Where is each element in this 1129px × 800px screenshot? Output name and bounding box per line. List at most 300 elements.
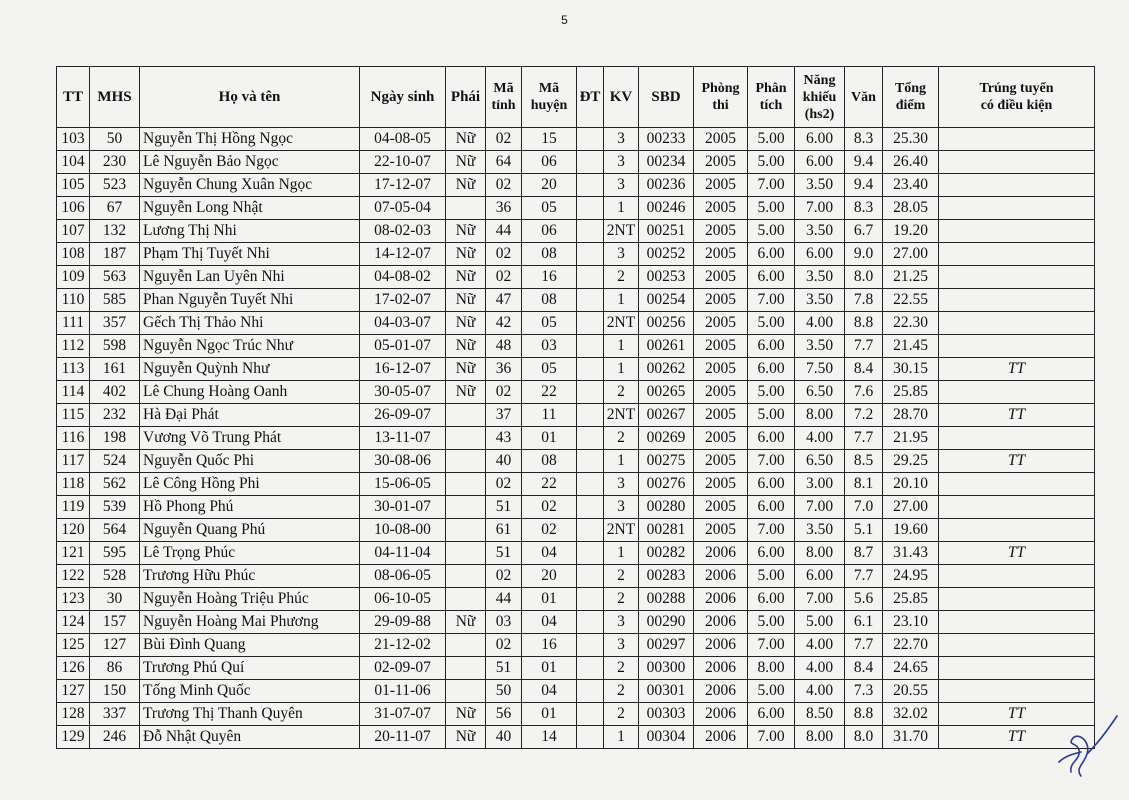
cell-dob: 08-02-03 [360, 220, 446, 243]
cell-dt [577, 243, 604, 266]
header-dt: ĐT [577, 67, 604, 128]
cell-mhs: 157 [90, 611, 140, 634]
cell-room: 2006 [694, 726, 748, 749]
cell-room: 2005 [694, 243, 748, 266]
cell-province: 02 [486, 565, 522, 588]
cell-tt: 117 [57, 450, 90, 473]
cell-mhs: 86 [90, 657, 140, 680]
cell-room: 2005 [694, 220, 748, 243]
cell-dt [577, 473, 604, 496]
cell-gender: Nữ [446, 726, 486, 749]
cell-dob: 04-08-02 [360, 266, 446, 289]
cell-kv: 3 [604, 634, 639, 657]
cell-admit [939, 657, 1095, 680]
cell-district: 06 [522, 220, 577, 243]
cell-mhs: 50 [90, 128, 140, 151]
table-row [57, 381, 1095, 404]
cell-name: Lương Thị Nhi [140, 220, 360, 243]
cell-district: 03 [522, 335, 577, 358]
cell-dob: 01-11-06 [360, 680, 446, 703]
cell-sbd: 00282 [639, 542, 694, 565]
cell-province: 02 [486, 634, 522, 657]
cell-sbd: 00254 [639, 289, 694, 312]
cell-aptitude: 8.00 [795, 404, 845, 427]
cell-dt [577, 542, 604, 565]
page-number: 5 [561, 13, 568, 27]
cell-analysis: 5.00 [748, 680, 795, 703]
cell-total: 19.20 [883, 220, 939, 243]
table-row [57, 358, 1095, 381]
cell-dt [577, 289, 604, 312]
cell-room: 2005 [694, 197, 748, 220]
cell-kv: 2 [604, 427, 639, 450]
cell-analysis: 7.00 [748, 450, 795, 473]
cell-province: 42 [486, 312, 522, 335]
header-name: Họ và tên [140, 67, 360, 128]
cell-gender [446, 197, 486, 220]
cell-district: 08 [522, 450, 577, 473]
cell-dt [577, 128, 604, 151]
cell-kv: 3 [604, 496, 639, 519]
cell-lit: 7.8 [845, 289, 883, 312]
cell-lit: 5.6 [845, 588, 883, 611]
cell-province: 03 [486, 611, 522, 634]
header-admit [939, 67, 1095, 128]
cell-admit [939, 381, 1095, 404]
cell-lit: 8.3 [845, 197, 883, 220]
cell-kv: 2 [604, 657, 639, 680]
header-total-line2: điểm [895, 98, 926, 113]
header-total-line1: Tổng [894, 81, 927, 96]
cell-admit [939, 611, 1095, 634]
cell-aptitude: 8.00 [795, 542, 845, 565]
table-row [57, 473, 1095, 496]
cell-kv: 1 [604, 726, 639, 749]
header-province-line1: Mã [493, 81, 514, 96]
cell-mhs: 562 [90, 473, 140, 496]
header-aptitude-line3: (hs2) [804, 106, 835, 122]
cell-tt: 108 [57, 243, 90, 266]
cell-province: 02 [486, 381, 522, 404]
cell-analysis: 6.00 [748, 473, 795, 496]
cell-district: 16 [522, 634, 577, 657]
cell-sbd: 00256 [639, 312, 694, 335]
cell-tt: 116 [57, 427, 90, 450]
cell-room: 2005 [694, 174, 748, 197]
cell-total: 31.70 [883, 726, 939, 749]
cell-analysis: 6.00 [748, 335, 795, 358]
cell-kv: 3 [604, 611, 639, 634]
cell-analysis: 5.00 [748, 151, 795, 174]
header-gender: Phái [446, 67, 486, 128]
cell-admit [939, 588, 1095, 611]
cell-sbd: 00267 [639, 404, 694, 427]
cell-mhs: 524 [90, 450, 140, 473]
cell-tt: 109 [57, 266, 90, 289]
cell-room: 2005 [694, 358, 748, 381]
table-row [57, 289, 1095, 312]
cell-analysis: 5.00 [748, 404, 795, 427]
cell-district: 04 [522, 680, 577, 703]
cell-lit: 8.0 [845, 726, 883, 749]
table-row [57, 151, 1095, 174]
cell-dob: 14-12-07 [360, 243, 446, 266]
cell-kv: 3 [604, 473, 639, 496]
cell-province: 50 [486, 680, 522, 703]
cell-dob: 22-10-07 [360, 151, 446, 174]
header-row [57, 67, 1095, 128]
cell-total: 25.85 [883, 381, 939, 404]
cell-analysis: 6.00 [748, 542, 795, 565]
table-row [57, 565, 1095, 588]
cell-province: 44 [486, 588, 522, 611]
cell-tt: 110 [57, 289, 90, 312]
cell-admit [939, 680, 1095, 703]
cell-kv: 1 [604, 289, 639, 312]
header-sbd: SBD [639, 67, 694, 128]
cell-mhs: 595 [90, 542, 140, 565]
cell-sbd: 00253 [639, 266, 694, 289]
cell-province: 36 [486, 197, 522, 220]
cell-province: 51 [486, 496, 522, 519]
cell-mhs: 585 [90, 289, 140, 312]
cell-dt [577, 174, 604, 197]
cell-dt [577, 657, 604, 680]
cell-dob: 10-08-00 [360, 519, 446, 542]
cell-room: 2005 [694, 151, 748, 174]
header-analysis-line2: tích [759, 98, 783, 113]
cell-district: 01 [522, 427, 577, 450]
cell-admit [939, 335, 1095, 358]
table-row [57, 174, 1095, 197]
header-room-line2: thi [712, 98, 729, 113]
cell-kv: 2 [604, 588, 639, 611]
cell-gender: Nữ [446, 220, 486, 243]
header-province-line2: tỉnh [491, 98, 516, 113]
cell-admit [939, 220, 1095, 243]
cell-aptitude: 4.00 [795, 427, 845, 450]
cell-admit [939, 289, 1095, 312]
cell-gender [446, 450, 486, 473]
table-body [57, 128, 1095, 749]
cell-aptitude: 5.00 [795, 611, 845, 634]
cell-name: Nguyễn Quỳnh Như [140, 358, 360, 381]
cell-kv: 2 [604, 703, 639, 726]
cell-lit: 8.4 [845, 358, 883, 381]
cell-dt [577, 703, 604, 726]
cell-room: 2006 [694, 634, 748, 657]
cell-gender: Nữ [446, 312, 486, 335]
cell-total: 22.55 [883, 289, 939, 312]
cell-kv: 1 [604, 450, 639, 473]
cell-analysis: 5.00 [748, 128, 795, 151]
cell-name: Lê Công Hồng Phi [140, 473, 360, 496]
cell-tt: 105 [57, 174, 90, 197]
cell-admit: TT [939, 542, 1095, 565]
cell-dt [577, 726, 604, 749]
cell-aptitude: 7.00 [795, 496, 845, 519]
cell-tt: 103 [57, 128, 90, 151]
cell-name: Nguyễn Chung Xuân Ngọc [140, 174, 360, 197]
cell-mhs: 67 [90, 197, 140, 220]
cell-lit: 7.2 [845, 404, 883, 427]
cell-province: 37 [486, 404, 522, 427]
cell-lit: 7.7 [845, 427, 883, 450]
cell-gender [446, 680, 486, 703]
cell-admit [939, 427, 1095, 450]
cell-dob: 06-10-05 [360, 588, 446, 611]
cell-total: 30.15 [883, 358, 939, 381]
cell-sbd: 00269 [639, 427, 694, 450]
cell-dt [577, 450, 604, 473]
table-row [57, 703, 1095, 726]
cell-total: 28.05 [883, 197, 939, 220]
header-analysis [748, 67, 795, 128]
table-row [57, 634, 1095, 657]
table-row [57, 496, 1095, 519]
cell-mhs: 150 [90, 680, 140, 703]
cell-district: 02 [522, 519, 577, 542]
cell-mhs: 357 [90, 312, 140, 335]
cell-tt: 113 [57, 358, 90, 381]
cell-district: 14 [522, 726, 577, 749]
cell-province: 64 [486, 151, 522, 174]
cell-tt: 115 [57, 404, 90, 427]
header-total [883, 67, 939, 128]
cell-dob: 02-09-07 [360, 657, 446, 680]
cell-aptitude: 6.50 [795, 450, 845, 473]
cell-gender: Nữ [446, 151, 486, 174]
cell-tt: 104 [57, 151, 90, 174]
cell-dt [577, 220, 604, 243]
cell-admit: TT [939, 404, 1095, 427]
cell-total: 27.00 [883, 496, 939, 519]
cell-total: 20.10 [883, 473, 939, 496]
cell-room: 2006 [694, 680, 748, 703]
cell-lit: 7.3 [845, 680, 883, 703]
cell-gender [446, 496, 486, 519]
cell-total: 21.45 [883, 335, 939, 358]
cell-district: 20 [522, 565, 577, 588]
cell-district: 11 [522, 404, 577, 427]
cell-name: Nguyễn Lan Uyên Nhi [140, 266, 360, 289]
cell-kv: 2NT [604, 404, 639, 427]
cell-kv: 2NT [604, 220, 639, 243]
cell-district: 20 [522, 174, 577, 197]
cell-gender [446, 519, 486, 542]
cell-dt [577, 565, 604, 588]
cell-kv: 3 [604, 243, 639, 266]
cell-dob: 07-05-04 [360, 197, 446, 220]
cell-district: 15 [522, 128, 577, 151]
cell-dt [577, 358, 604, 381]
table-row [57, 450, 1095, 473]
cell-mhs: 30 [90, 588, 140, 611]
cell-tt: 128 [57, 703, 90, 726]
table-row [57, 427, 1095, 450]
cell-total: 23.40 [883, 174, 939, 197]
cell-tt: 107 [57, 220, 90, 243]
cell-dob: 29-09-88 [360, 611, 446, 634]
cell-dob: 31-07-07 [360, 703, 446, 726]
header-lit: Văn [845, 67, 883, 128]
cell-room: 2005 [694, 312, 748, 335]
cell-name: Tống Minh Quốc [140, 680, 360, 703]
header-room-line1: Phòng [701, 81, 740, 96]
cell-mhs: 232 [90, 404, 140, 427]
cell-sbd: 00276 [639, 473, 694, 496]
cell-admit [939, 519, 1095, 542]
cell-name: Nguyễn Hoàng Mai Phương [140, 611, 360, 634]
cell-room: 2005 [694, 335, 748, 358]
cell-lit: 7.6 [845, 381, 883, 404]
cell-sbd: 00300 [639, 657, 694, 680]
cell-mhs: 528 [90, 565, 140, 588]
cell-name: Nguyễn Quốc Phi [140, 450, 360, 473]
cell-district: 04 [522, 611, 577, 634]
cell-lit: 8.1 [845, 473, 883, 496]
cell-total: 20.55 [883, 680, 939, 703]
cell-total: 25.30 [883, 128, 939, 151]
cell-sbd: 00251 [639, 220, 694, 243]
cell-sbd: 00234 [639, 151, 694, 174]
cell-lit: 9.0 [845, 243, 883, 266]
cell-aptitude: 6.00 [795, 151, 845, 174]
cell-aptitude: 7.50 [795, 358, 845, 381]
cell-analysis: 6.00 [748, 358, 795, 381]
cell-district: 05 [522, 358, 577, 381]
cell-province: 40 [486, 726, 522, 749]
cell-lit: 8.3 [845, 128, 883, 151]
cell-aptitude: 3.50 [795, 174, 845, 197]
cell-dob: 30-01-07 [360, 496, 446, 519]
cell-kv: 3 [604, 128, 639, 151]
cell-room: 2006 [694, 588, 748, 611]
cell-room: 2006 [694, 542, 748, 565]
header-aptitude-line1: Năng [803, 72, 836, 88]
cell-total: 21.25 [883, 266, 939, 289]
cell-name: Bùi Đình Quang [140, 634, 360, 657]
cell-sbd: 00265 [639, 381, 694, 404]
cell-admit [939, 128, 1095, 151]
cell-total: 25.85 [883, 588, 939, 611]
cell-name: Phan Nguyễn Tuyết Nhi [140, 289, 360, 312]
cell-tt: 129 [57, 726, 90, 749]
cell-lit: 8.5 [845, 450, 883, 473]
cell-tt: 114 [57, 381, 90, 404]
cell-lit: 7.7 [845, 634, 883, 657]
cell-analysis: 7.00 [748, 289, 795, 312]
cell-room: 2006 [694, 565, 748, 588]
cell-lit: 5.1 [845, 519, 883, 542]
cell-lit: 7.7 [845, 335, 883, 358]
cell-gender: Nữ [446, 174, 486, 197]
cell-analysis: 8.00 [748, 657, 795, 680]
cell-name: Nguyễn Thị Hồng Ngọc [140, 128, 360, 151]
cell-name: Lê Nguyễn Bảo Ngọc [140, 151, 360, 174]
cell-district: 02 [522, 496, 577, 519]
cell-tt: 119 [57, 496, 90, 519]
cell-province: 02 [486, 174, 522, 197]
cell-kv: 1 [604, 197, 639, 220]
cell-admit [939, 312, 1095, 335]
cell-tt: 120 [57, 519, 90, 542]
cell-dob: 17-12-07 [360, 174, 446, 197]
cell-district: 01 [522, 588, 577, 611]
cell-admit [939, 473, 1095, 496]
table-row [57, 542, 1095, 565]
cell-kv: 2NT [604, 312, 639, 335]
cell-analysis: 6.00 [748, 243, 795, 266]
cell-name: Hà Đại Phát [140, 404, 360, 427]
cell-total: 32.02 [883, 703, 939, 726]
cell-district: 22 [522, 473, 577, 496]
cell-analysis: 6.00 [748, 427, 795, 450]
cell-gender: Nữ [446, 289, 486, 312]
cell-dt [577, 335, 604, 358]
cell-province: 44 [486, 220, 522, 243]
cell-total: 31.43 [883, 542, 939, 565]
cell-admit [939, 266, 1095, 289]
header-district [522, 67, 577, 128]
cell-dt [577, 519, 604, 542]
cell-gender: Nữ [446, 611, 486, 634]
cell-province: 51 [486, 542, 522, 565]
cell-aptitude: 6.00 [795, 243, 845, 266]
cell-district: 05 [522, 312, 577, 335]
cell-total: 28.70 [883, 404, 939, 427]
table-row [57, 197, 1095, 220]
cell-sbd: 00303 [639, 703, 694, 726]
cell-analysis: 7.00 [748, 726, 795, 749]
cell-aptitude: 6.50 [795, 381, 845, 404]
cell-kv: 3 [604, 174, 639, 197]
cell-room: 2005 [694, 473, 748, 496]
cell-lit: 7.0 [845, 496, 883, 519]
cell-dt [577, 680, 604, 703]
cell-admit [939, 174, 1095, 197]
cell-lit: 8.0 [845, 266, 883, 289]
cell-aptitude: 4.00 [795, 634, 845, 657]
cell-gender: Nữ [446, 703, 486, 726]
cell-province: 02 [486, 243, 522, 266]
cell-total: 27.00 [883, 243, 939, 266]
cell-analysis: 5.00 [748, 565, 795, 588]
cell-name: Đỗ Nhật Quyên [140, 726, 360, 749]
cell-tt: 126 [57, 657, 90, 680]
cell-province: 40 [486, 450, 522, 473]
table-row [57, 335, 1095, 358]
cell-gender [446, 542, 486, 565]
cell-admit [939, 496, 1095, 519]
cell-aptitude: 3.50 [795, 220, 845, 243]
cell-kv: 1 [604, 335, 639, 358]
cell-tt: 111 [57, 312, 90, 335]
cell-admit [939, 151, 1095, 174]
cell-kv: 3 [604, 151, 639, 174]
header-analysis-line1: Phân [755, 81, 787, 96]
cell-province: 48 [486, 335, 522, 358]
cell-total: 22.30 [883, 312, 939, 335]
cell-name: Nguyễn Long Nhật [140, 197, 360, 220]
cell-kv: 1 [604, 542, 639, 565]
cell-tt: 106 [57, 197, 90, 220]
cell-district: 01 [522, 703, 577, 726]
cell-dob: 13-11-07 [360, 427, 446, 450]
cell-room: 2005 [694, 450, 748, 473]
cell-lit: 9.4 [845, 174, 883, 197]
table-row [57, 726, 1095, 749]
